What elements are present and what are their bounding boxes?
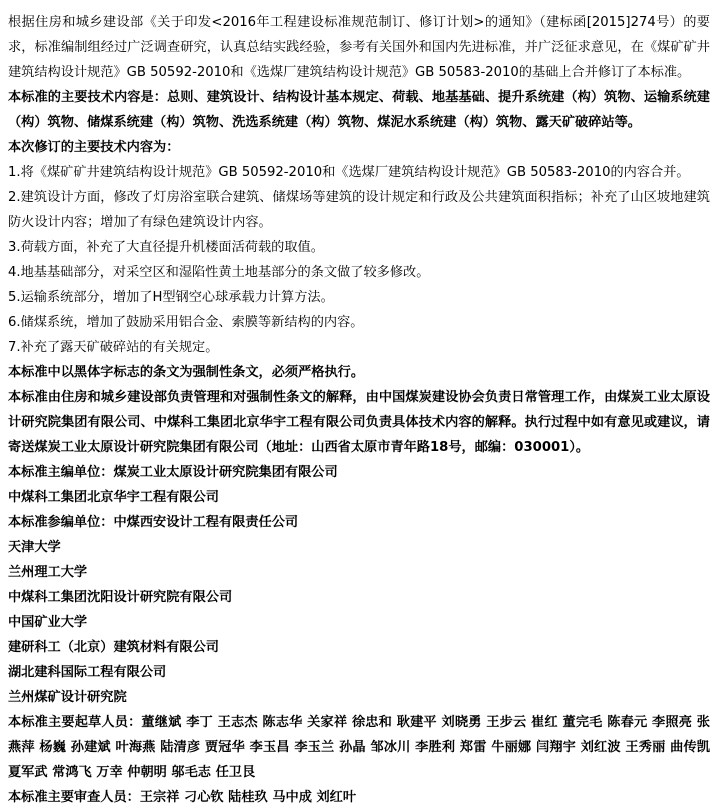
revision-item-6: 6.储煤系统，增加了鼓励采用铝合金、索膜等新结构的内容。	[8, 315, 364, 330]
revision-item-2: 2.建筑设计方面，修改了灯房浴室联合建筑、储煤场等建筑的设计规定和行政及公共建筑面积指标；补充了山区坡地建筑防火设计内容；增加了有绿色建筑设计内容。	[8, 190, 710, 230]
revision-item-5: 5.运输系统部分，增加了H型钢空心球承载力计算方法。	[8, 290, 334, 305]
co-editor-unit-5: 建研科工（北京）建筑材料有限公司	[8, 640, 219, 655]
co-editor-unit-6: 湖北建科国际工程有限公司	[8, 665, 167, 680]
paragraph-reviewers: 本标准主要审查人员：王宗祥 刁心钦 陆桂玖 马中成 刘红叶	[8, 790, 357, 805]
chief-editor-unit-line: 本标准主编单位：煤炭工业太原设计研究院集团有限公司	[8, 465, 338, 480]
revision-item-4: 4.地基基础部分，对采空区和湿陷性黄土地基部分的条文做了较多修改。	[8, 265, 430, 280]
revision-item-7: 7.补充了露天矿破碎站的有关规定。	[8, 340, 219, 355]
chief-editor-unit-2: 中煤科工集团北京华宇工程有限公司	[8, 490, 219, 505]
paragraph-revision-heading: 本次修订的主要技术内容为：	[8, 140, 180, 155]
paragraph-main-content: 本标准的主要技术内容是：总则、建筑设计、结构设计基本规定、荷载、地基基础、提升系统建（构）筑物、运输系统建（构）筑物、储煤系统建（构）筑物、洗选系统建（构）筑物、煤泥水系统建（构）筑物、露天矿破碎站等。	[8, 90, 710, 130]
co-editor-unit-4: 中国矿业大学	[8, 615, 88, 630]
revision-item-3: 3.荷载方面，补充了大直径提升机楼面活荷载的取值。	[8, 240, 324, 255]
co-editor-unit-3: 中煤科工集团沈阳设计研究院有限公司	[8, 590, 233, 605]
paragraph-management: 本标准由住房和城乡建设部负责管理和对强制性条文的解释，由中国煤炭建设协会负责日常管理工作，由煤炭工业太原设计研究院集团有限公司、中煤科工集团北京华宇工程有限公司负责具体技术内容的解释。执行过程中如有意见或建议，请寄送煤炭工业太原设计研究院集团有限公司（地址：山西省太原市青年路18号，邮编：030001）。	[8, 390, 710, 455]
co-editor-unit-line: 本标准参编单位：中煤西安设计工程有限责任公司	[8, 515, 299, 530]
paragraph-intro: 根据住房和城乡建设部《关于印发<2016年工程建设标准规范制订、修订计划>的通知》（建标函[2015]274号）的要求，标准编制组经过广泛调查研究，认真总结实践经验，参考有关国外和国内先进标准，并广泛征求意见，在《煤矿矿井建筑结构设计规范》GB 50592-2010和《选煤厂建筑结构设计规范》GB 50583-2010的基础上合并修订了本标准。	[8, 15, 710, 80]
revision-item-1: 1.将《煤矿矿井建筑结构设计规范》GB 50592-2010和《选煤厂建筑结构设计规范》GB 50583-2010的内容合并。	[8, 165, 690, 180]
co-editor-unit-1: 天津大学	[8, 540, 61, 555]
co-editor-unit-2: 兰州理工大学	[8, 565, 88, 580]
paragraph-mandatory-clause: 本标准中以黑体字标志的条文为强制性条文，必须严格执行。	[8, 365, 365, 380]
co-editor-unit-7: 兰州煤矿设计研究院	[8, 690, 127, 705]
paragraph-drafters: 本标准主要起草人员：董继斌 李丁 王志杰 陈志华 关家祥 徐忠和 耿建平 刘晓勇 王步云 崔红 董完毛 陈春元 李照亮 张燕萍 杨巍 孙建斌 叶海燕 陆清彦 贾冠华 李玉昌 李玉兰 孙晶 邹冰川 李胜利 郑雷 牛丽娜 闫翔宇 刘红波 王秀丽 曲传凯 夏军武 常鸿飞 万幸 仲朝明 邬毛志 任卫艮	[8, 715, 710, 780]
